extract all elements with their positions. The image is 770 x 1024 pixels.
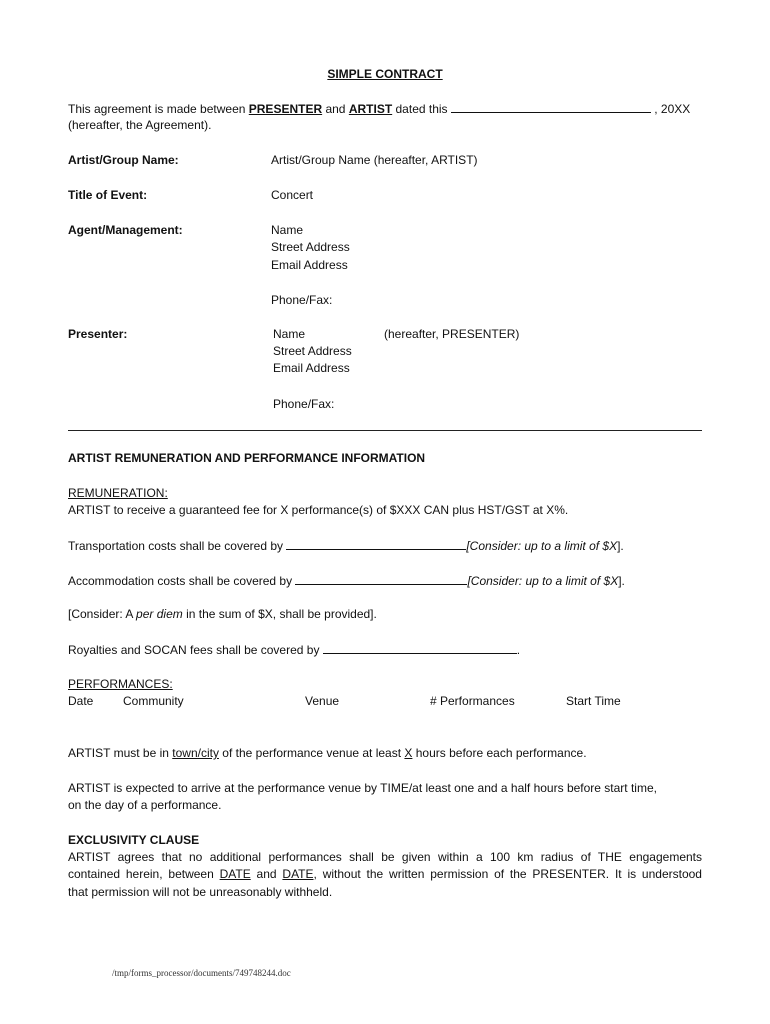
contract-title: SIMPLE CONTRACT (327, 67, 443, 81)
arrival-text: hours before each performance. (412, 746, 587, 760)
presenter-label: Presenter: (68, 327, 128, 341)
event-value: Concert (271, 188, 314, 202)
artist-term: ARTIST (348, 102, 393, 116)
accommodation-text: Accommodation costs shall be covered by (68, 574, 296, 588)
date-term: DATE (282, 867, 314, 881)
agent-name: Name (271, 223, 304, 237)
exclusivity-line-1: ARTIST agrees that no additional performances shall be given within a 100 km radius of THE engagements (68, 850, 702, 864)
per-diem-term: per diem (136, 607, 183, 621)
col-performances: # Performances (430, 694, 515, 708)
town-city-term: town/city (172, 746, 219, 760)
royalties-blank (323, 641, 517, 654)
arrival-time-line-2: on the day of a performance. (68, 798, 222, 812)
col-date: Date (68, 694, 94, 708)
intro-text: dated this (392, 102, 451, 116)
intro-line-1 (68, 100, 690, 118)
per-diem-text: [Consider: A (68, 607, 137, 621)
accommodation-end: ]. (618, 574, 625, 588)
col-venue: Venue (305, 694, 340, 708)
presenter-name: Name (273, 327, 306, 341)
presenter-term: PRESENTER (248, 102, 323, 116)
transport-end: ]. (617, 539, 624, 553)
presenter-email: Email Address (273, 361, 350, 375)
presenter-phone: Phone/Fax: (273, 397, 335, 411)
accommodation-consider: [Consider: up to a limit of $X (467, 574, 619, 588)
artist-group-label: Artist/Group Name: (68, 153, 179, 167)
arrival-text: of the performance venue at least (218, 746, 405, 760)
date-term: DATE (219, 867, 251, 881)
royalties-line (68, 641, 520, 659)
col-community: Community (123, 694, 184, 708)
exclusivity-line-3: that permission will not be unreasonably withheld. (68, 885, 333, 899)
intro-year: , 20XX (650, 102, 691, 116)
agent-phone: Phone/Fax: (271, 293, 333, 307)
royalties-end: . (516, 643, 521, 657)
transport-consider: [Consider: up to a limit of $X (466, 539, 618, 553)
per-diem-line (68, 606, 377, 623)
exclusivity-text: and (250, 867, 283, 881)
col-start-time: Start Time (566, 694, 621, 708)
exclusivity-text: contained herein, between (68, 867, 220, 881)
hours-x-term: X (404, 746, 413, 760)
date-blank (451, 100, 651, 113)
remuneration-heading: REMUNERATION: (68, 486, 168, 500)
exclusivity-heading: EXCLUSIVITY CLAUSE (68, 833, 200, 847)
artist-group-value: Artist/Group Name (hereafter, ARTIST) (271, 153, 478, 167)
exclusivity-text: , without the written permission of the PRESENTER. It is understood (313, 867, 702, 881)
presenter-street: Street Address (273, 344, 352, 358)
intro-line-2: (hereafter, the Agreement). (68, 118, 212, 132)
arrival-text: ARTIST must be in (68, 746, 173, 760)
per-diem-text: in the sum of $X, shall be provided]. (182, 607, 377, 621)
agent-label: Agent/Management: (68, 223, 183, 237)
intro-text: and (322, 102, 349, 116)
intro-text: This agreement is made between (68, 102, 249, 116)
section-heading: ARTIST REMUNERATION AND PERFORMANCE INFORMATION (68, 451, 426, 465)
fee-line: ARTIST to receive a guaranteed fee for X performance(s) of $XXX CAN plus HST/GST at X%. (68, 503, 569, 517)
arrival-line (68, 745, 587, 762)
transport-line (68, 537, 624, 555)
event-label: Title of Event: (68, 188, 148, 202)
agent-email: Email Address (271, 258, 348, 272)
accommodation-line (68, 572, 625, 590)
accommodation-blank (295, 572, 467, 585)
transport-blank (286, 537, 466, 550)
document-path-footer: /tmp/forms_processor/documents/749748244.doc (112, 968, 291, 978)
royalties-text: Royalties and SOCAN fees shall be covered by (68, 643, 323, 657)
arrival-time-line-1: ARTIST is expected to arrive at the performance venue by TIME/at least one and a half hours before start time, (68, 781, 657, 795)
section-divider (68, 430, 702, 431)
transport-text: Transportation costs shall be covered by (68, 539, 287, 553)
performances-heading: PERFORMANCES: (68, 677, 173, 691)
exclusivity-line-2 (68, 866, 702, 883)
agent-street: Street Address (271, 240, 350, 254)
presenter-hereafter: (hereafter, PRESENTER) (384, 327, 520, 341)
